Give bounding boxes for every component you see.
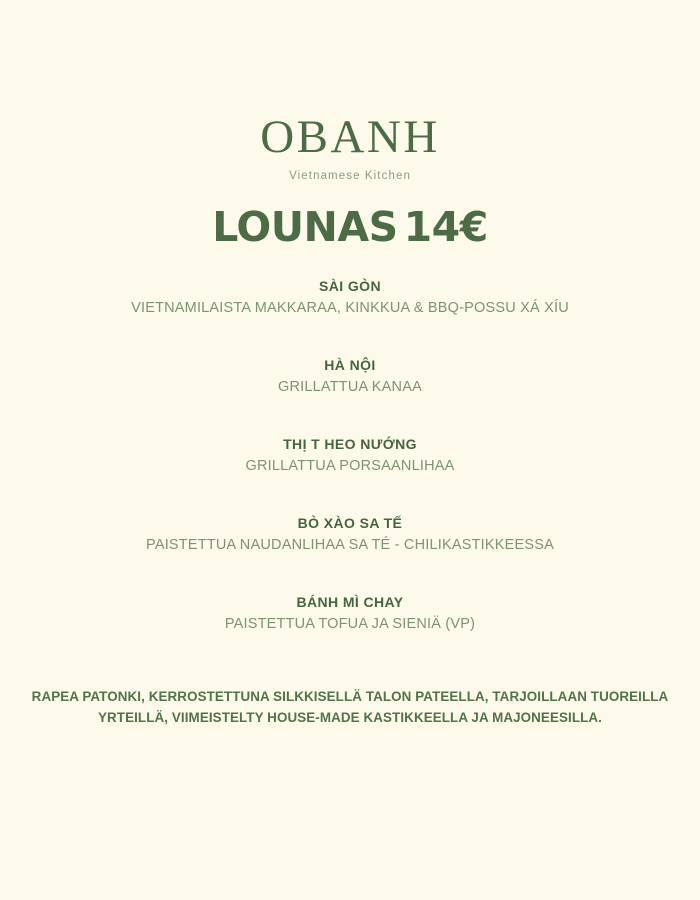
- menu-item-name: SÀI GÒN: [319, 278, 381, 294]
- menu-item-description: VIETNAMILAISTA MAKKARAA, KINKKUA & BBQ-POSSU XÁ XÍU: [131, 300, 569, 316]
- lunch-heading-label: LOUNAS: [212, 203, 398, 251]
- menu-item-name: BÁNH MÌ CHAY: [296, 594, 404, 610]
- menu-item-name: BÒ XÀO SA TẾ: [297, 515, 403, 531]
- menu-item-name: HÀ NỘI: [324, 357, 376, 373]
- menu-item-description: GRILLATTUA PORSAANLIHAA: [245, 458, 455, 474]
- menu-item-name: THỊ T HEO NƯỚNG: [283, 436, 417, 452]
- menu-item: [20, 435, 680, 476]
- menu-item: [20, 514, 680, 555]
- menu-item: [20, 356, 680, 397]
- menu-item: [20, 277, 680, 318]
- brand-block: [260, 112, 440, 183]
- lunch-heading-price: 14€: [403, 203, 488, 251]
- menu-item-description: PAISTETTUA TOFUA JA SIENIÄ (VP): [224, 616, 476, 632]
- lunch-heading: [212, 205, 487, 249]
- menu-item-list: [20, 277, 680, 634]
- brand-tagline: Vietnamese Kitchen: [289, 170, 411, 182]
- footer-note: RAPEA PATONKI, KERROSTETTUNA SILKKISELLÄ TALON PATEELLA, TARJOILLAAN TUOREILLA YRTEILLÄ, VIIMEISTELTY HOUSE-MADE KASTIKKEELLA JA MAJONEESILLA.: [31, 689, 669, 725]
- menu-item: [20, 593, 680, 634]
- brand-name: OBANH: [260, 111, 440, 163]
- menu-item-description: GRILLATTUA KANAA: [278, 379, 422, 395]
- menu-item-description: PAISTETTUA NAUDANLIHAA SA TÉ - CHILIKASTIKKEESSA: [146, 537, 554, 553]
